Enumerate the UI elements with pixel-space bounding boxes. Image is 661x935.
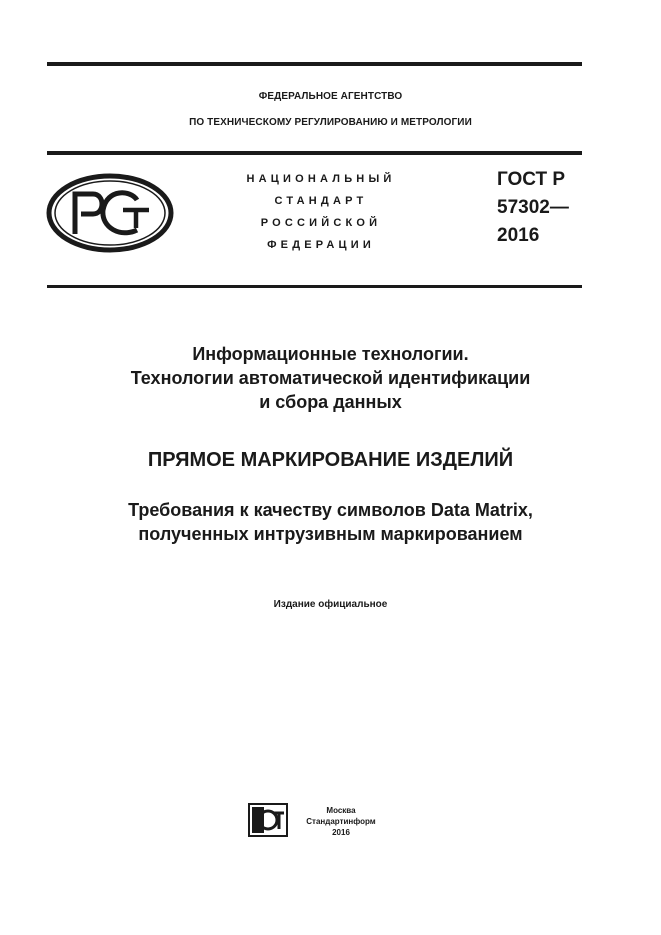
- standard-type-line-1: НАЦИОНАЛЬНЫЙ: [246, 173, 396, 185]
- top-rule: [47, 62, 582, 66]
- subtitle-line-1: Требования к качеству символов Data Matrix,: [128, 500, 533, 520]
- middle-rule: [47, 151, 582, 155]
- main-title: ПРЯМОЕ МАРКИРОВАНИЕ ИЗДЕЛИЙ: [147, 449, 514, 471]
- rst-logo-icon: [45, 172, 175, 254]
- publisher-name: Стандартинформ: [306, 817, 376, 826]
- publisher: [296, 805, 386, 838]
- document-subtitle: [0, 498, 661, 546]
- publisher-year: 2016: [332, 828, 350, 837]
- designation-line-1: ГОСТ Р: [497, 169, 566, 190]
- standard-type-line-2: СТАНДАРТ: [274, 195, 368, 207]
- title-line-2: Технологии автоматической идентификации: [130, 368, 531, 388]
- lower-rule: [47, 285, 582, 288]
- title-line-3: и сбора данных: [259, 392, 402, 412]
- subtitle-line-2: полученных интрузивным маркированием: [138, 524, 523, 544]
- standartinform-logo-icon: [248, 803, 288, 837]
- agency-line-2: ПО ТЕХНИЧЕСКОМУ РЕГУЛИРОВАНИЮ И МЕТРОЛОГИИ: [189, 117, 472, 128]
- standard-type: [226, 168, 416, 256]
- designation-line-3: 2016: [497, 225, 540, 246]
- publisher-city: Москва: [326, 806, 356, 815]
- edition-label: Издание официальное: [273, 599, 388, 610]
- agency-line-1: ФЕДЕРАЛЬНОЕ АГЕНТСТВО: [258, 91, 403, 102]
- document-title: [0, 342, 661, 414]
- designation: [497, 166, 569, 250]
- title-line-1: Информационные технологии.: [192, 344, 469, 364]
- standard-type-line-4: ФЕДЕРАЦИИ: [267, 239, 375, 251]
- designation-line-2: 57302—: [497, 197, 569, 218]
- standard-type-line-3: РОССИЙСКОЙ: [260, 217, 382, 229]
